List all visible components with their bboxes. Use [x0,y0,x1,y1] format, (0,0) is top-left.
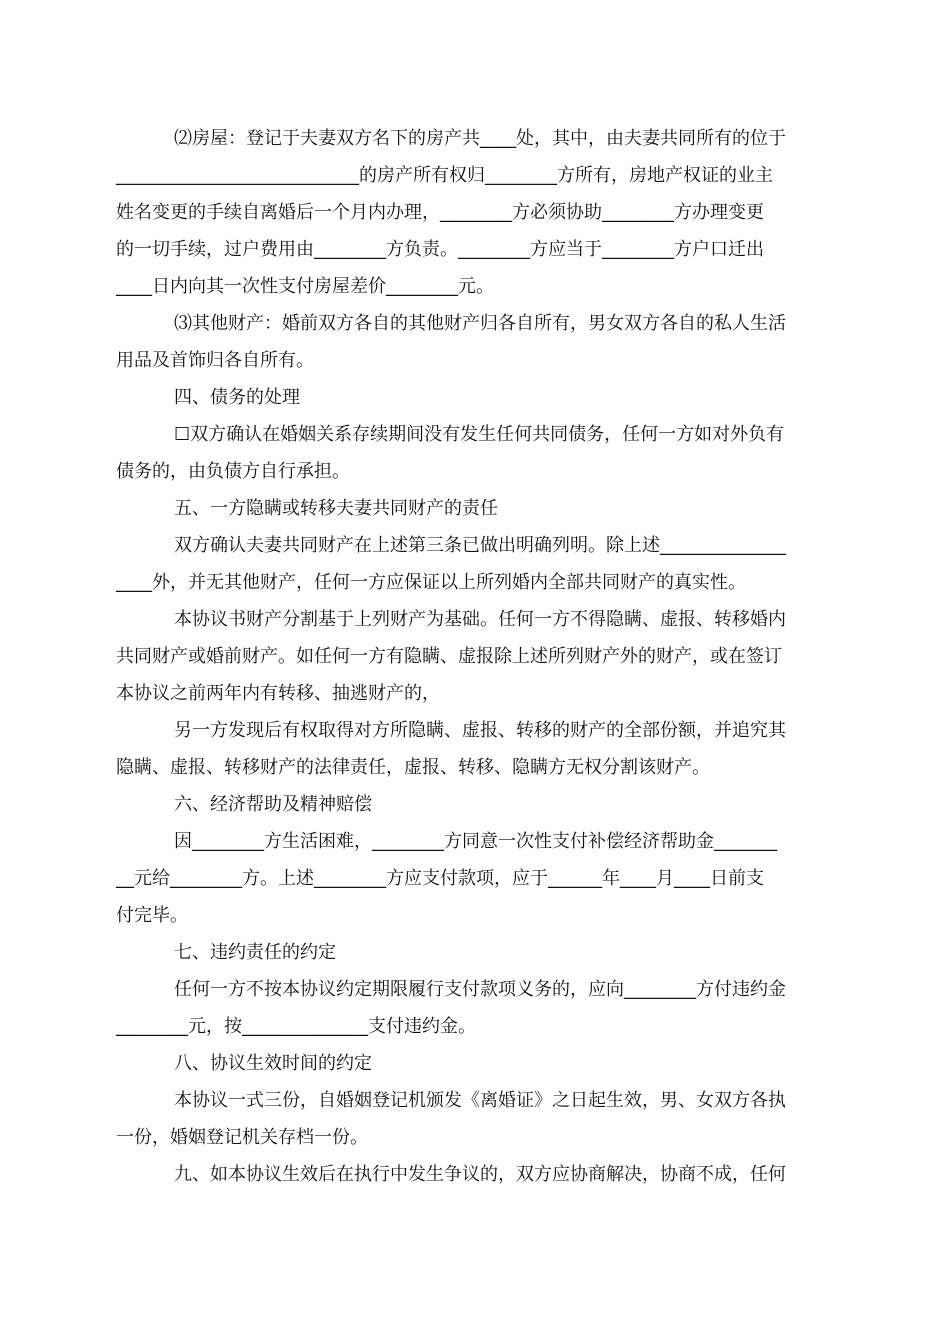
paragraph-line: ________元，按______________支付违约金。 [116,1016,476,1037]
paragraph-line: 付完毕。 [116,905,188,926]
section-heading: 六、经济帮助及精神赔偿 [174,794,372,815]
section-heading: 七、违约责任的约定 [174,942,336,963]
paragraph-line: 姓名变更的手续自离婚后一个月内办理，________方必须协助________方办理变更 [116,202,764,223]
paragraph-line: 本协议一式三份，自婚姻登记机颁发《离婚证》之日起生效，男、女双方各执 [174,1090,786,1111]
section-heading: 五、一方隐瞒或转移夫妻共同财产的责任 [174,498,498,519]
paragraph-line: 任何一方不按本协议约定期限履行支付款项义务的，应向________方付违约金 [174,979,786,1000]
paragraph-line: 本协议书财产分割基于上列财产为基础。任何一方不得隐瞒、虚报、转移婚内 [174,609,786,630]
paragraph-line: 九、如本协议生效后在执行中发生争议的，双方应协商解决，协商不成，任何 [174,1164,786,1185]
paragraph-line: ____外，并无其他财产，任何一方应保证以上所列婚内全部共同财产的真实性。 [116,572,746,593]
paragraph-line: 债务的，由负债方自行承担。 [116,461,350,482]
paragraph-line: __元给________方。上述________方应支付款项，应于______年____月____日前支 [116,868,764,889]
paragraph-line: 另一方发现后有权取得对方所隐瞒、虚报、转移的财产的全部份额，并追究其 [174,720,786,741]
paragraph-line: ⑶其他财产：婚前双方各自的其他财产归各自所有，男女双方各自的私人生活 [174,313,786,334]
section-heading: 四、债务的处理 [174,387,300,408]
paragraph-line: 一份，婚姻登记机关存档一份。 [116,1127,368,1148]
paragraph-line: ⑵房屋：登记于夫妻双方名下的房产共____处，其中，由夫妻共同所有的位于 [174,128,786,149]
paragraph-line: 的一切手续，过户费用由________方负责。________方应当于________方户口迁出 [116,239,764,260]
paragraph-line: 本协议之前两年内有转移、抽逃财产的， [116,683,440,704]
paragraph-line: 共同财产或婚前财产。如任何一方有隐瞒、虚报除上述所列财产外的财产，或在签订 [116,646,782,667]
paragraph-line: 因________方生活困难，________方同意一次性支付补偿经济帮助金_______ [174,831,777,852]
paragraph-line: ____日内向其一次性支付房屋差价________元。 [116,276,494,297]
paragraph-line: 用品及首饰归各自所有。 [116,350,314,371]
paragraph-line: ☐双方确认在婚姻关系存续期间没有发生任何共同债务，任何一方如对外负有 [174,424,785,445]
paragraph-line: 双方确认夫妻共同财产在上述第三条已做出明确列明。除上述______________ [174,535,786,556]
paragraph-line: 隐瞒、虚报、转移财产的法律责任，虚报、转移、隐瞒方无权分割该财产。 [116,757,710,778]
paragraph-line: ___________________________的房产所有权归________方所有，房地产权证的业主 [116,165,773,186]
section-heading: 八、协议生效时间的约定 [174,1053,372,1074]
